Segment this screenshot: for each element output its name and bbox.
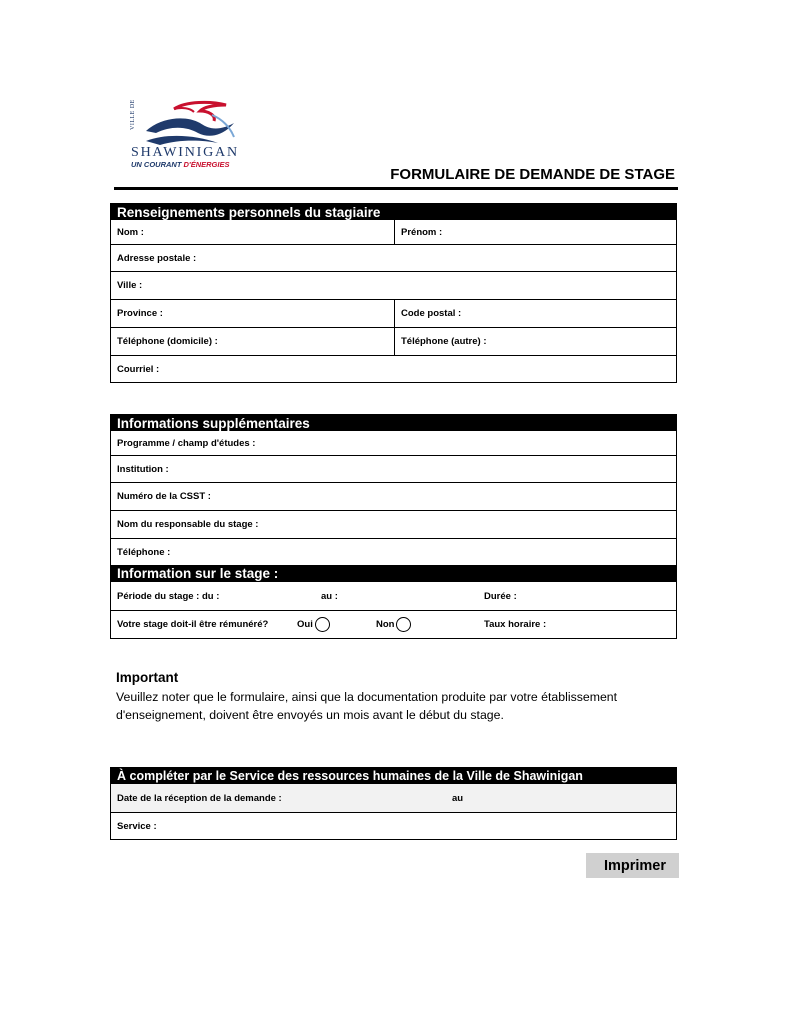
- non-label: Non: [376, 619, 395, 630]
- ville-field[interactable]: Ville :: [117, 280, 143, 291]
- adresse-field[interactable]: Adresse postale :: [117, 252, 197, 264]
- important-title: Important: [116, 670, 179, 685]
- province-field[interactable]: Province :: [111, 300, 395, 327]
- row-telephones: [111, 327, 676, 355]
- row-csst: [111, 482, 676, 510]
- service-field[interactable]: Service :: [117, 820, 157, 832]
- row-institution: [111, 455, 676, 482]
- code-postal-field[interactable]: Code postal :: [401, 308, 462, 319]
- stage-info-header: Information sur le stage :: [111, 565, 676, 582]
- duree-field[interactable]: Durée :: [484, 590, 517, 602]
- prenom-field[interactable]: Prénom :: [401, 226, 443, 238]
- oui-option[interactable]: [291, 611, 370, 638]
- extra-info-header: Informations supplémentaires: [111, 415, 676, 431]
- date-reception-field[interactable]: Date de la réception de la demande :: [117, 792, 282, 804]
- row-responsable: [111, 510, 676, 538]
- responsable-field[interactable]: Nom du responsable du stage :: [117, 519, 259, 530]
- row-remuneration: [111, 610, 676, 638]
- oui-label: Oui: [297, 619, 313, 630]
- print-button[interactable]: Imprimer: [586, 853, 679, 878]
- nom-field[interactable]: Nom :: [111, 220, 395, 244]
- hr-section: [110, 767, 677, 840]
- logo-slogan-part1: UN COURANT: [131, 160, 184, 169]
- institution-field[interactable]: Institution :: [117, 463, 169, 475]
- personal-info-section: [110, 203, 677, 383]
- logo-slogan-part2: D'ÉNERGIES: [183, 160, 230, 169]
- row-province-code: [111, 299, 676, 327]
- shawinigan-logo: [116, 93, 261, 175]
- row-adresse: [111, 244, 676, 271]
- row-nom-prenom: [111, 220, 676, 244]
- row-ville: [111, 271, 676, 299]
- logo-slogan: [131, 160, 229, 169]
- title-divider: [114, 187, 678, 190]
- extra-info-section: [110, 414, 677, 639]
- non-option[interactable]: [370, 611, 478, 638]
- logo-city-name: SHAWINIGAN: [131, 145, 239, 160]
- tel-autre-field[interactable]: Téléphone (autre) :: [401, 336, 487, 347]
- row-telephone-responsable: [111, 538, 676, 565]
- non-radio[interactable]: [396, 617, 411, 632]
- important-text: Veuillez noter que le formulaire, ainsi que la documentation produite par votre établissement d'enseignement, doivent être envoyés un mois avant le début du stage.: [116, 690, 618, 722]
- row-programme: [111, 431, 676, 455]
- oui-radio[interactable]: [315, 617, 330, 632]
- tel-domicile-field[interactable]: Téléphone (domicile) :: [111, 328, 395, 355]
- date-reception-au-field[interactable]: au: [452, 792, 464, 804]
- taux-horaire-field[interactable]: Taux horaire :: [484, 619, 547, 630]
- csst-field[interactable]: Numéro de la CSST :: [117, 491, 211, 502]
- hr-header: À compléter par le Service des ressources humaines de la Ville de Shawinigan: [111, 768, 676, 784]
- programme-field[interactable]: Programme / champ d'études :: [117, 437, 256, 449]
- row-date-reception: [111, 784, 676, 812]
- personal-info-header: Renseignements personnels du stagiaire: [111, 204, 676, 220]
- row-periode: [111, 582, 676, 610]
- form-title: FORMULAIRE DE DEMANDE DE STAGE: [390, 166, 675, 183]
- courriel-field[interactable]: Courriel :: [117, 363, 160, 375]
- row-courriel: [111, 355, 676, 382]
- remunere-label: Votre stage doit-il être rémunéré?: [117, 619, 269, 630]
- telephone-responsable-field[interactable]: Téléphone :: [117, 546, 171, 558]
- periode-du-field[interactable]: Période du stage : du :: [117, 590, 220, 602]
- periode-au-field[interactable]: au :: [321, 590, 338, 602]
- row-service: [111, 812, 676, 839]
- logo-ville-text: VILLE DE: [130, 99, 136, 130]
